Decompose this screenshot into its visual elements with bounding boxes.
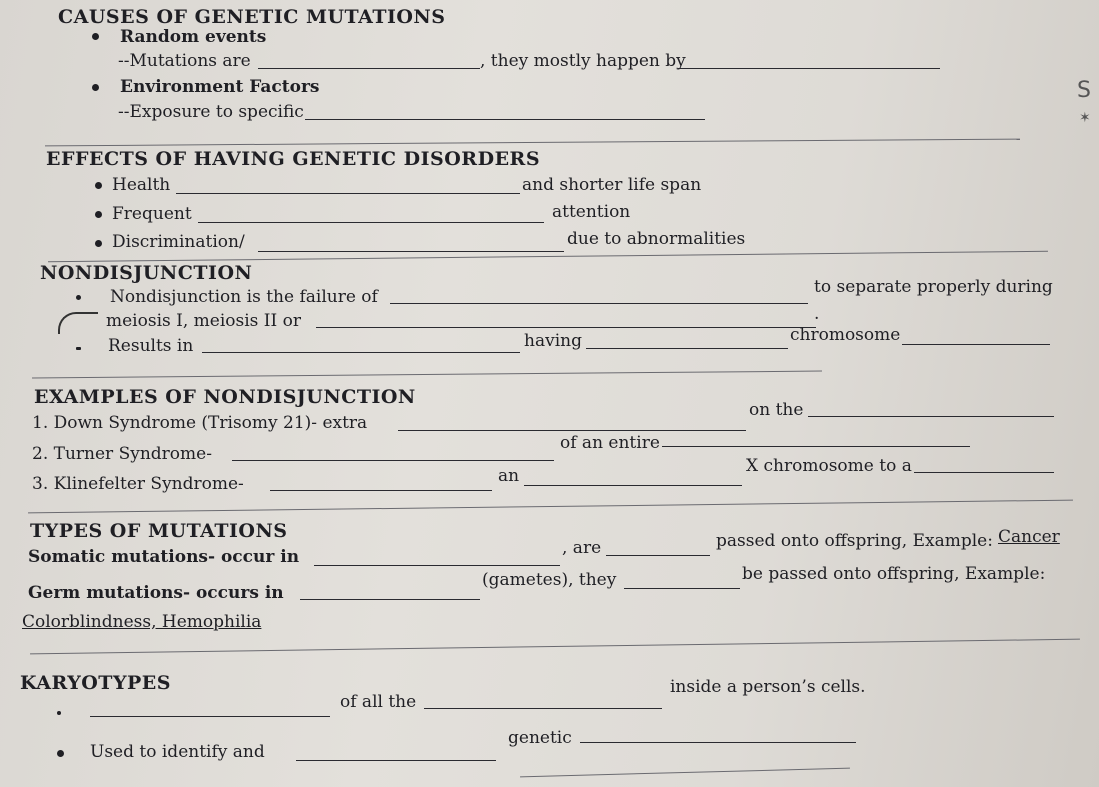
passed-onto-text: passed onto offspring, Example: (716, 531, 993, 551)
blank-meiosis[interactable] (316, 327, 816, 328)
blank-discrimination[interactable] (258, 251, 564, 252)
bullet (95, 240, 102, 247)
blank-are[interactable] (606, 555, 710, 556)
exposure-text: --Exposure to specific (118, 102, 304, 122)
nondisjunction-heading: NONDISJUNCTION (40, 262, 253, 284)
bullet (92, 33, 99, 40)
period-text: . (814, 304, 820, 324)
cancer-example: Cancer (998, 527, 1060, 547)
genetic-text: genetic (508, 728, 572, 748)
frequent-text: Frequent (112, 204, 192, 224)
blank-turner[interactable] (232, 460, 554, 461)
bullet (92, 84, 99, 91)
chromosome-text: chromosome (790, 325, 901, 345)
edge-letter: S (1077, 78, 1091, 103)
due-to-text: due to abnormalities (567, 229, 746, 249)
blank-chromosome[interactable] (902, 344, 1050, 345)
bullet (57, 711, 61, 715)
down-syndrome-text: 1. Down Syndrome (Trisomy 21)- extra (32, 413, 368, 433)
star-icon: ✶ (1079, 110, 1091, 126)
having-text: having (524, 331, 582, 351)
separate-text: to separate properly during (814, 277, 1053, 297)
blank-klinefelter[interactable] (270, 490, 492, 491)
attention-text: attention (552, 202, 631, 222)
health-text: Health (112, 175, 171, 195)
random-events-label: Random events (120, 27, 267, 47)
blank-identify[interactable] (296, 760, 496, 761)
shorter-life-text: and shorter life span (522, 175, 702, 195)
section-divider (520, 768, 850, 778)
blank-having[interactable] (586, 348, 788, 349)
be-passed-text: be passed onto offspring, Example: (742, 564, 1046, 584)
blank-down-extra[interactable] (398, 430, 746, 431)
karyotypes-heading: KARYOTYPES (20, 672, 171, 694)
blank-failure-of[interactable] (390, 303, 808, 304)
bracket-mark (58, 312, 98, 334)
gametes-text: (gametes), they (482, 570, 617, 590)
blank-karyotype-definition[interactable] (90, 716, 330, 717)
blank-of-all-the[interactable] (424, 708, 662, 709)
types-heading: TYPES OF MUTATIONS (30, 520, 288, 542)
blank-of-an-entire[interactable] (662, 446, 970, 447)
blank-frequent[interactable] (198, 222, 544, 223)
mutations-are-text: --Mutations are (118, 51, 251, 71)
environment-factors-label: Environment Factors (120, 77, 320, 97)
section-divider (48, 251, 1048, 262)
section-divider (30, 639, 1080, 655)
they-mostly-text: , they mostly happen by (480, 51, 686, 71)
meiosis-text: meiosis I, meiosis II or (106, 311, 302, 331)
blank-results-in[interactable] (202, 352, 520, 353)
germ-text: Germ mutations- occurs in (28, 583, 284, 603)
x-chromosome-text: X chromosome to a (746, 456, 912, 476)
blank-health[interactable] (176, 193, 520, 194)
bullet (76, 295, 81, 300)
blank-exposure[interactable] (305, 119, 705, 120)
results-in-text: Results in (108, 336, 194, 356)
an-text: an (498, 466, 520, 486)
blank-genetic[interactable] (580, 742, 856, 743)
klinefelter-syndrome-text: 3. Klinefelter Syndrome- (32, 474, 244, 494)
blank-on-the[interactable] (808, 416, 1054, 417)
of-all-the-text: of all the (340, 692, 417, 712)
blank-happen-by[interactable] (678, 68, 940, 69)
causes-heading: CAUSES OF GENETIC MUTATIONS (58, 6, 446, 28)
bullet (57, 750, 64, 757)
blank-x-chromosome[interactable] (914, 472, 1054, 473)
blank-somatic[interactable] (314, 565, 560, 566)
somatic-text: Somatic mutations- occur in (28, 547, 300, 567)
bullet (76, 347, 81, 350)
blank-they[interactable] (624, 588, 740, 589)
used-to-identify-text: Used to identify and (90, 742, 265, 762)
inside-text: inside a person’s cells. (670, 677, 866, 697)
of-an-entire-text: of an entire (560, 433, 660, 453)
blank-mutations-are[interactable] (258, 68, 480, 69)
on-the-text: on the (749, 400, 804, 420)
bullet (95, 211, 102, 218)
effects-heading: EFFECTS OF HAVING GENETIC DISORDERS (46, 148, 541, 170)
page-edge-marks (1059, 60, 1099, 140)
blank-germ[interactable] (300, 599, 480, 600)
bullet (95, 182, 102, 189)
failure-of-text: Nondisjunction is the failure of (110, 287, 378, 307)
turner-syndrome-text: 2. Turner Syndrome- (32, 444, 212, 464)
section-divider (28, 500, 1073, 514)
section-divider (45, 139, 1020, 147)
colorblindness-example: Colorblindness, Hemophilia (22, 612, 262, 632)
are-text: , are (562, 538, 602, 558)
section-divider (32, 371, 822, 379)
discrimination-text: Discrimination/ (112, 232, 245, 252)
examples-heading: EXAMPLES OF NONDISJUNCTION (34, 386, 416, 408)
blank-an[interactable] (524, 485, 742, 486)
